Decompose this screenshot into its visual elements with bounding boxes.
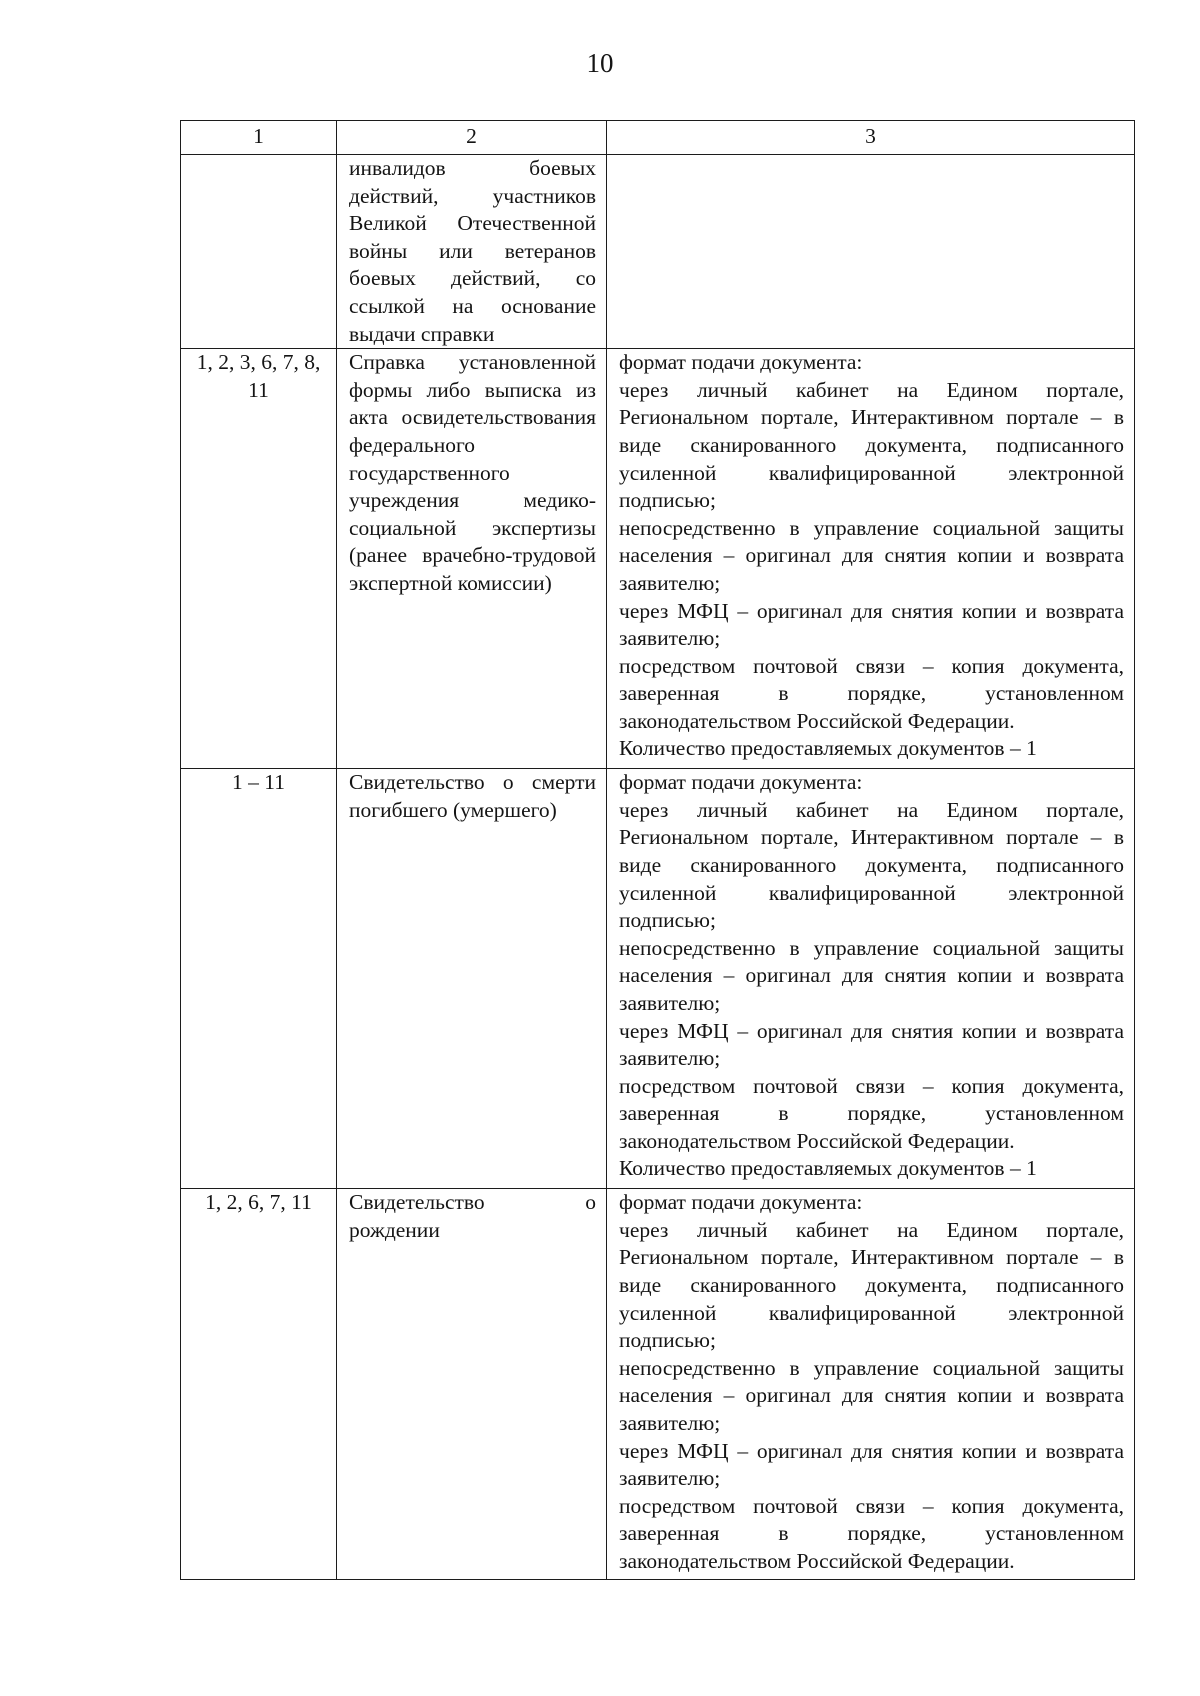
table-header-row (181, 121, 1135, 155)
applicant-categories-cell (181, 155, 337, 349)
document-name: Свидетельство о смерти погибшего (умершего) (349, 770, 596, 822)
table-row (181, 155, 1135, 349)
document-name-cell (337, 349, 607, 769)
submission-format-cell (607, 769, 1135, 1189)
format-mfc: через МФЦ – оригинал для снятия копии и возврата заявителю; (619, 1438, 1124, 1491)
format-postal: посредством почтовой связи – копия документа, заверенная в порядке, установленном законодательством Российской Федерации. (619, 653, 1124, 733)
format-online-portal: через личный кабинет на Едином портале, Региональном портале, Интерактивном портале – в виде сканированного документа, подписанного усиленной квалифицированной электронной подписью; (619, 377, 1124, 513)
column-header-1: 1 (181, 121, 337, 155)
submission-format-cell (607, 1189, 1135, 1580)
applicant-categories-cell: 1, 2, 6, 7, 11 (181, 1189, 337, 1580)
document-name: инвалидов боевых действий, участников Великой Отечественной войны или ветеранов боевых действий, со ссылкой на основание выдачи справки (349, 156, 596, 346)
format-postal: посредством почтовой связи – копия документа, заверенная в порядке, установленном законодательством Российской Федерации. (619, 1493, 1124, 1573)
table-row (181, 769, 1135, 1189)
documents-count: Количество предоставляемых документов – 1 (619, 736, 1037, 761)
submission-format-cell (607, 155, 1135, 349)
format-social-protection-office: непосредственно в управление социальной защиты населения – оригинал для снятия копии и возврата заявителю; (619, 515, 1124, 595)
format-heading: формат подачи документа: (619, 770, 863, 795)
column-header-2: 2 (337, 121, 607, 155)
applicant-categories-cell: 1, 2, 3, 6, 7, 8, 11 (181, 349, 337, 769)
table-row (181, 1189, 1135, 1580)
format-postal: посредством почтовой связи – копия документа, заверенная в порядке, установленном законодательством Российской Федерации. (619, 1073, 1124, 1153)
format-online-portal: через личный кабинет на Едином портале, Региональном портале, Интерактивном портале – в виде сканированного документа, подписанного усиленной квалифицированной электронной подписью; (619, 1217, 1124, 1353)
documents-count: Количество предоставляемых документов – 1 (619, 1156, 1037, 1181)
format-social-protection-office: непосредственно в управление социальной защиты населения – оригинал для снятия копии и возврата заявителю; (619, 1355, 1124, 1435)
document-name-cell (337, 1189, 607, 1580)
format-social-protection-office: непосредственно в управление социальной защиты населения – оригинал для снятия копии и возврата заявителю; (619, 935, 1124, 1015)
table-row (181, 349, 1135, 769)
document-name: Свидетельство о рождении (349, 1190, 596, 1242)
format-online-portal: через личный кабинет на Едином портале, Региональном портале, Интерактивном портале – в виде сканированного документа, подписанного усиленной квалифицированной электронной подписью; (619, 797, 1124, 933)
submission-format-cell (607, 349, 1135, 769)
page-number: 10 (586, 48, 614, 78)
format-mfc: через МФЦ – оригинал для снятия копии и возврата заявителю; (619, 1018, 1124, 1071)
format-heading: формат подачи документа: (619, 350, 863, 375)
format-mfc: через МФЦ – оригинал для снятия копии и возврата заявителю; (619, 598, 1124, 651)
document-name: Справка установленной формы либо выписка из акта освидетельствования федерального государственного учреждения медико-социальной экспертизы (ранее врачебно-трудовой экспертной комиссии) (349, 350, 596, 595)
document-name-cell (337, 769, 607, 1189)
column-header-3: 3 (607, 121, 1135, 155)
format-heading: формат подачи документа: (619, 1190, 863, 1215)
document-name-cell (337, 155, 607, 349)
applicant-categories-cell: 1 – 11 (181, 769, 337, 1189)
documents-table (180, 120, 1135, 1580)
